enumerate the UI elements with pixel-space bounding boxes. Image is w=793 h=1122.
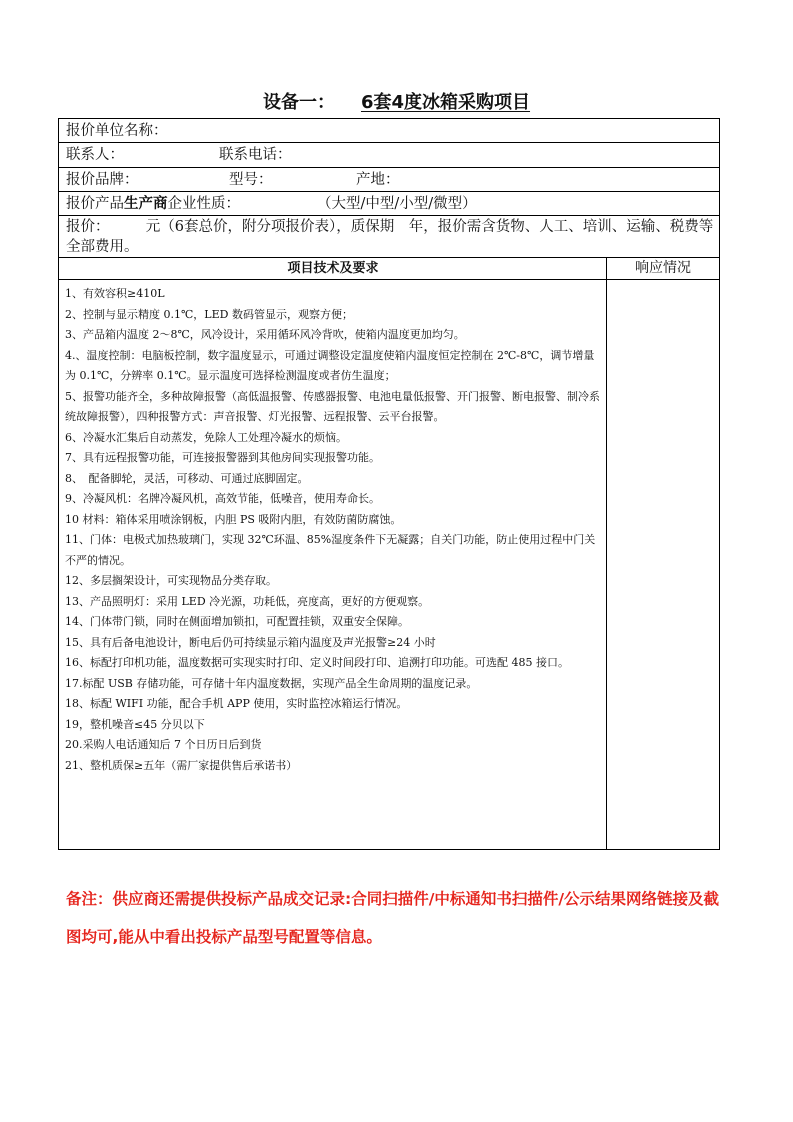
row-brand bbox=[59, 168, 719, 192]
company-label: 报价单位名称： bbox=[66, 123, 168, 139]
header-response: 响应情况 bbox=[635, 260, 691, 276]
remark-note: 备注：供应商还需提供投标产品成交记录:合同扫描件/中标通知书扫描件/公示结果网络链接及截图均可,能从中看出投标产品型号配置等信息。 bbox=[66, 890, 720, 946]
list-item: 12、多层搁架设计，可实现物品分类存取。 bbox=[65, 574, 277, 587]
list-item: 5、报警功能齐全，多种故障报警（高低温报警、传感器报警、电池电量低报警、开门报警、断电报警、制冷系统故障报警），四种报警方式：声音报警、灯光报警、远程报警、云平台报警。 bbox=[65, 389, 600, 423]
list-item: 8、 配备脚轮，灵活，可移动、可通过底脚固定。 bbox=[65, 471, 309, 485]
brand-label: 报价品牌： bbox=[66, 172, 139, 188]
row-contact bbox=[59, 143, 719, 168]
enterprise-label bbox=[66, 192, 240, 216]
column-divider bbox=[606, 258, 607, 849]
requirements-list bbox=[65, 284, 603, 776]
list-item: 3、产品箱内温度 2～8℃，风冷设计，采用循环风冷背吹，使箱内温度更加均匀。 bbox=[65, 328, 465, 341]
phone-label: 联系电话： bbox=[219, 147, 292, 163]
row-enterprise bbox=[59, 192, 719, 216]
list-item: 16、标配打印机功能，温度数据可实现实时打印、定义时间段打印、追溯打印功能。可选配 485 接口。 bbox=[65, 656, 569, 669]
list-item: 7、具有远程报警功能，可连接报警器到其他房间实现报警功能。 bbox=[65, 451, 380, 464]
list-item: 14、门体带门锁，同时在侧面增加锁扣，可配置挂锁，双重安全保障。 bbox=[65, 615, 409, 628]
list-item: 15、具有后备电池设计，断电后仍可持续显示箱内温度及声光报警≥24 小时 bbox=[65, 635, 436, 649]
list-item: 10 材料：箱体采用喷涂钢板，内胆 PS 吸附内胆，有效防菌防腐蚀。 bbox=[65, 512, 402, 526]
row-company bbox=[59, 119, 719, 143]
list-item: 19，整机噪音≤45 分贝以下 bbox=[65, 717, 205, 731]
origin-label: 产地： bbox=[356, 172, 400, 188]
enterprise-suffix: 企业性质： bbox=[167, 196, 240, 212]
enterprise-strong: 生产商 bbox=[124, 195, 168, 212]
model-label: 型号： bbox=[229, 172, 273, 188]
table-header bbox=[59, 258, 719, 280]
list-item: 1、有效容积≥410L bbox=[65, 287, 165, 300]
list-item: 6、冷凝水汇集后自动蒸发，免除人工处理冷凝水的烦恼。 bbox=[65, 430, 347, 444]
list-item: 18、标配 WIFI 功能，配合手机 APP 使用，实时监控冰箱运行情况。 bbox=[65, 697, 408, 710]
enterprise-prefix: 报价产品 bbox=[66, 196, 124, 212]
price-text: 报价： 元（6套总价，附分项报价表），质保期 年，报价需含货物、人工、培训、运输、税费等全部费用。 bbox=[66, 219, 714, 255]
list-item: 2、控制与显示精度 0.1℃，LED 数码管显示，观察方便； bbox=[65, 307, 353, 321]
list-item: 17.标配 USB 存储功能，可存储十年内温度数据，实现产品全生命周期的温度记录。 bbox=[65, 676, 478, 690]
header-requirements: 项目技术及要求 bbox=[287, 261, 379, 276]
title-main: 6套4度冰箱采购项目 bbox=[360, 92, 531, 113]
document-title bbox=[0, 88, 793, 114]
list-item: 20.采购人电话通知后 7 个日历日后到货 bbox=[65, 738, 262, 751]
enterprise-options: （大型/中型/小型/微型） bbox=[317, 196, 477, 212]
list-item: 21、整机质保≥五年（需厂家提供售后承诺书） bbox=[65, 758, 298, 772]
title-label: 设备一： bbox=[262, 92, 335, 113]
list-item: 9、冷凝风机：名牌冷凝风机，高效节能，低噪音，使用寿命长。 bbox=[65, 492, 380, 505]
row-price bbox=[59, 216, 719, 258]
contact-label: 联系人： bbox=[66, 147, 124, 163]
list-item: 11、门体：电极式加热玻璃门，实现 32℃环温、85%湿度条件下无凝露；自关门功能，防止使用过程中门关不严的情况。 bbox=[65, 533, 596, 567]
list-item: 4.、温度控制：电脑板控制，数字温度显示，可通过调整设定温度使箱内温度恒定控制在 2℃-8℃，调节增量为 0.1℃，分辨率 0.1℃。显示温度可选择检测温度或者仿生温度； bbox=[65, 348, 595, 382]
list-item: 13、产品照明灯：采用 LED 冷光源，功耗低，亮度高，更好的方便观察。 bbox=[65, 594, 430, 608]
quote-table bbox=[58, 118, 720, 850]
